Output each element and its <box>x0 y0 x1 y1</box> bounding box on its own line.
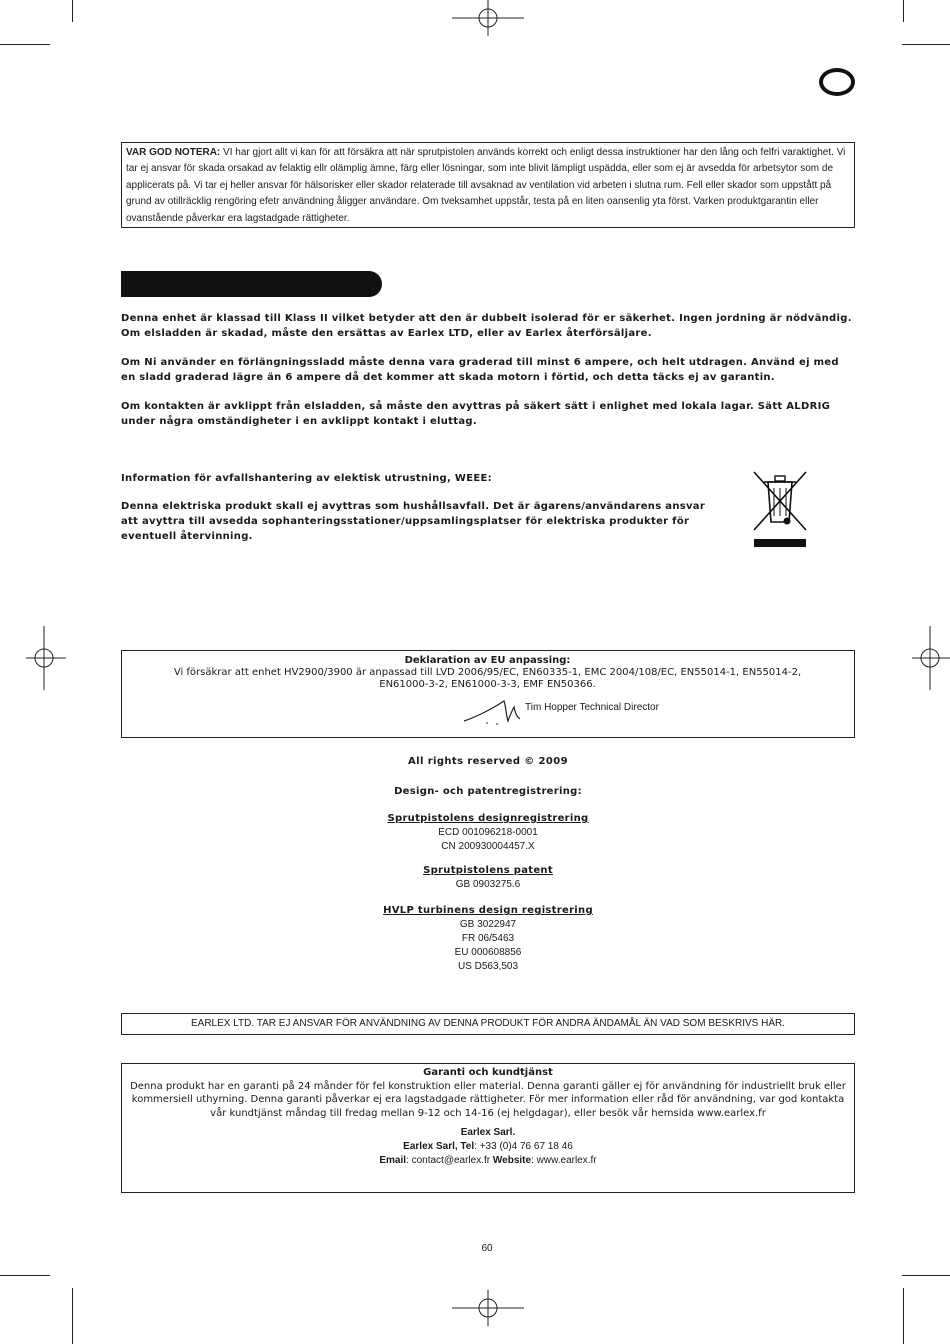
crop-mark <box>0 1275 50 1276</box>
electrical-paragraph-2: Om Ni använder en förlängningssladd måste denna vara graderad till minst 6 ampere, och helt utdragen. Använd ej med en sladd graderad lägre än 6 ampere då det kommer att skada motorn i förtid, och detta täcks ej av garantin. <box>121 357 839 383</box>
crop-mark <box>72 1288 73 1344</box>
registration-mark-icon <box>26 626 66 690</box>
registration-mark-icon <box>912 626 950 690</box>
warranty-text: Denna produkt har en garanti på 24 månder för fel konstruktion eller material. Denna garanti gäller ej för användning för industriellt bruk eller kommersiell uthyrning. Denna garanti påverkar ej era lagstadgade rättigheter. För mer information eller råd för användning, var god kontakta vår kundtjänst måndag till fredag mellan 9-12 och 14-16 (ej helgdagar), eller besök vår hemsida www.earlex.fr <box>130 1080 846 1119</box>
signatory: Tim Hopper Technical Director <box>525 702 659 713</box>
declaration-title: Deklaration av EU anpassing: <box>404 655 571 666</box>
registrations-block <box>121 812 855 974</box>
warranty-title: Garanti och kundtjänst <box>423 1067 553 1078</box>
registration-line: CN 200930004457.X <box>441 841 535 852</box>
disclaimer-text: EARLEX LTD. TAR EJ ANSVAR FÖR ANVÄNDNING AV DENNA PRODUKT FÖR ANDRA ÄNDAMÅL ÄN VAD SOM BESKRIVS HÄR. <box>190 1018 786 1029</box>
registration-heading: Sprutpistolens designregistrering <box>387 813 589 824</box>
registration-mark-icon <box>452 0 524 40</box>
weee-title: Information för avfallshantering av elektisk utrustning, WEEE: <box>121 473 492 484</box>
language-badge-icon <box>817 66 857 98</box>
electrical-paragraph-1: Denna enhet är klassad till Klass II vilket betyder att den är dubbelt isolerad för er säkerhet. Ingen jordning är nödvändig. Om elsladden är skadad, måste den ersättas av Earlex LTD, eller av Earlex återförsäljare. <box>121 313 852 339</box>
warranty-box <box>121 1063 855 1193</box>
email-label: Email <box>379 1155 407 1166</box>
design-title: Design- och patentregistrering: <box>394 786 582 797</box>
rights-text: All rights reserved © 2009 <box>408 756 568 767</box>
weee-bin-icon <box>750 468 810 550</box>
declaration-line-2: EN61000-3-2, EN61000-3-3, EMF EN50366. <box>379 679 596 690</box>
page-number: 60 <box>481 1243 493 1254</box>
tel-label: Earlex Sarl, Tel <box>403 1141 475 1152</box>
note-paragraph <box>126 145 850 227</box>
warranty-company: Earlex Sarl. <box>460 1127 516 1138</box>
registration-line: US D563,503 <box>457 961 519 972</box>
crop-mark <box>902 1275 950 1276</box>
registration-heading: Sprutpistolens patent <box>423 865 553 876</box>
weee-text: Denna elektriska produkt skall ej avyttras som hushållsavfall. Det är ägarens/användarens ansvar att avyttra till avsedda sophanteringsstationer/uppsamlingsplatser för elektriska produkter för eventuell återvinning. <box>121 501 706 542</box>
electrical-paragraph-3: Om kontakten är avklippt från elsladden, så måste den avyttras på säkert sätt i enlighet med lokala lagar. Sätt ALDRIG under några omständigheter i en avklippt kontakt i eluttag. <box>121 401 831 427</box>
disclaimer-box <box>121 1013 855 1035</box>
tel-value: : +33 (0)4 76 67 18 46 <box>474 1141 573 1152</box>
crop-mark <box>902 44 950 45</box>
crop-mark <box>0 44 50 45</box>
crop-mark <box>903 1288 904 1344</box>
note-label: VAR GOD NOTERA: <box>126 147 221 158</box>
warranty-tel <box>125 1140 851 1154</box>
declaration-line-1: Vi försäkrar att enhet HV2900/3900 är anpassad till LVD 2006/95/EC, EN60335-1, EMC 2004/108/EC, EN55014-1, EN55014-2, <box>173 667 802 678</box>
registration-line: EU 000608856 <box>454 947 522 958</box>
website-label: Website <box>492 1155 532 1166</box>
website-value[interactable]: : www.earlex.fr <box>531 1155 597 1166</box>
crop-mark <box>903 0 904 22</box>
crop-mark <box>72 0 73 22</box>
registration-heading: HVLP turbinens design registrering <box>383 905 593 916</box>
registration-line: ECD 001096218-0001 <box>438 827 538 838</box>
registration-mark-icon <box>452 1290 524 1330</box>
note-text: VI har gjort allt vi kan för att försäkra att när sprutpistolen används korrekt och enligt dessa instruktioner har den lång och felfri varaktighet. Vi tar ej ansvar för skada orsakad av felaktig ellr olämplig ämne, färg eller lösningar, som inte blivit lämpligt uspädda, eller som ej är avsedda för arbetsytor som de applicerats på. Vi tar ej heller ansvar för hälsorisker eller skador relaterade till avsaknad av ventilation vid arbeten i slutna rum. Fell eller skador som uppstått på grund av otillräcklig rengöring efetr användning åligger användare. Om tveksamhet uppstår, testa på en liten oansenlig yta först. Varken produktgarantin eller ovanstående påverkar era lagstadgade rättigheter. <box>126 147 846 224</box>
declaration-box <box>121 650 855 738</box>
signature-icon <box>462 693 524 727</box>
registration-line: GB 0903275.6 <box>455 879 521 890</box>
email-value[interactable]: : contact@earlex.fr <box>406 1155 493 1166</box>
registration-line: GB 3022947 <box>459 919 517 930</box>
section-heading-bar <box>121 271 382 297</box>
note-box <box>121 142 855 228</box>
registration-line: FR 06/5463 <box>461 933 515 944</box>
warranty-contact <box>125 1154 851 1168</box>
